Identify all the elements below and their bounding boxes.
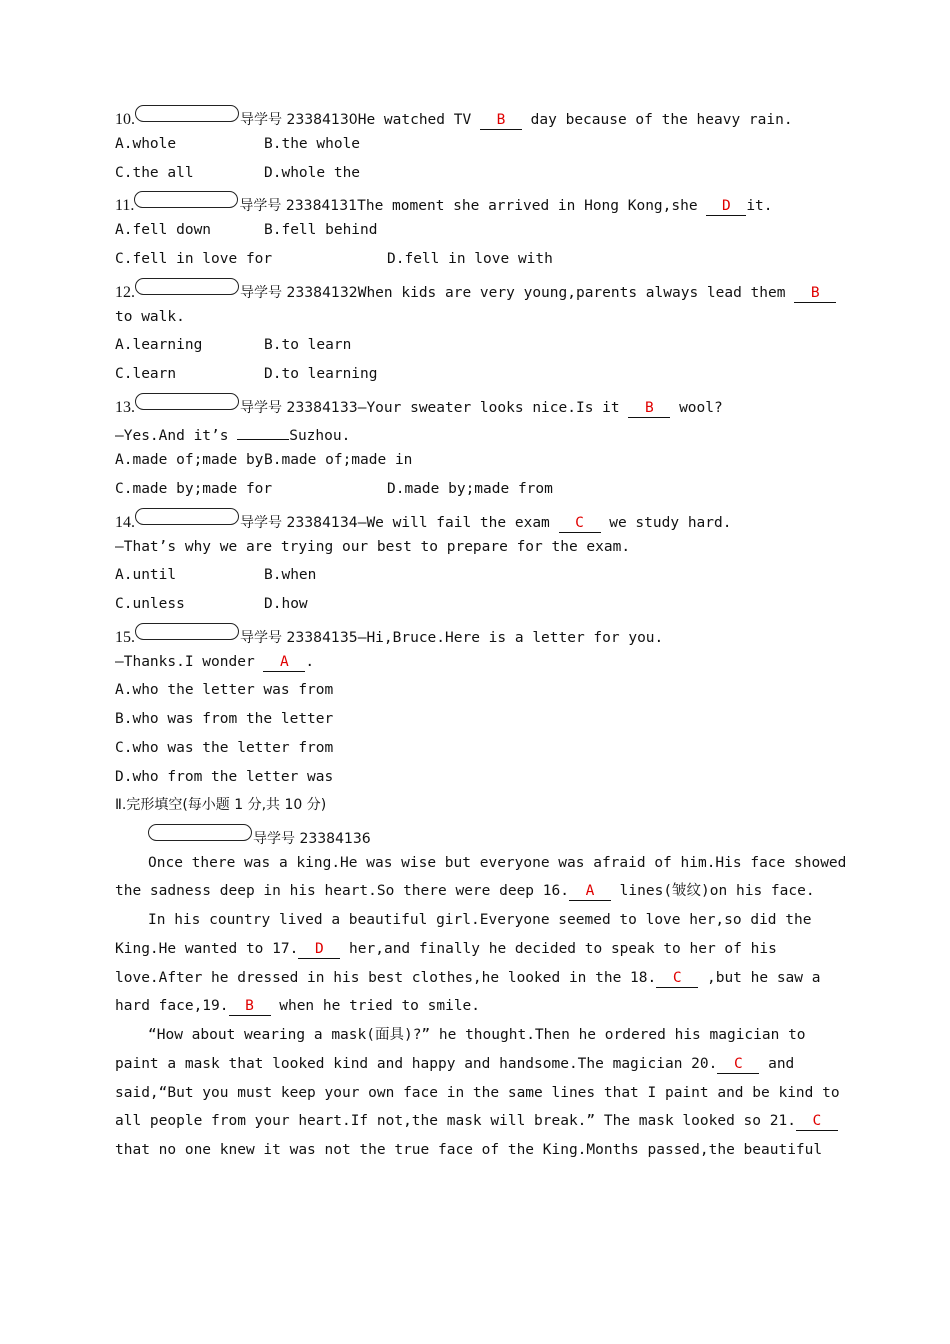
passage-line	[115, 1054, 794, 1074]
badge-icon	[135, 105, 239, 122]
badge-icon	[135, 508, 239, 525]
answer-blank: D	[298, 941, 340, 959]
question-code: 导学号 23384132	[240, 285, 358, 301]
option-a: A.whole	[115, 136, 177, 152]
question-text: —Hi,Bruce.Here is a letter for you.	[357, 630, 664, 646]
question-continuation: to walk.	[115, 309, 185, 325]
passage-line	[115, 939, 777, 959]
answer-blank: B	[229, 998, 271, 1016]
passage-line	[115, 968, 820, 988]
passage-line	[115, 881, 815, 901]
passage-text: all people from your heart.If not,the mask will break.” The mask looked so 21.	[115, 1113, 796, 1129]
badge-icon	[135, 623, 239, 640]
passage-text: her,and finally he decided to speak to her of his	[340, 941, 777, 957]
passage-line: said,“But you must keep your own face in the same lines that I paint and be kind to	[115, 1085, 840, 1101]
question-text: He watched TV	[357, 112, 480, 128]
question-code: 导学号 23384133	[240, 400, 358, 416]
answer-blank: D	[706, 198, 746, 216]
passage-text: and	[759, 1056, 795, 1072]
option-c: C.made by;made for	[115, 481, 273, 497]
question-code: 导学号 23384131	[239, 198, 358, 214]
question-code: 导学号 23384130	[240, 112, 358, 128]
question-11	[115, 191, 773, 216]
option-d: D.fell in love with	[387, 251, 553, 267]
section-code: 导学号 23384136	[253, 831, 371, 847]
question-code: 导学号 23384135	[240, 630, 358, 646]
question-line-2	[115, 422, 350, 446]
option-d: D.whole the	[264, 165, 361, 181]
option-b: B.the whole	[264, 136, 361, 152]
option-a: A.who the letter was from	[115, 682, 334, 698]
question-number: 12.	[115, 284, 135, 301]
answer-blank: B	[628, 400, 670, 418]
question-13	[115, 393, 723, 418]
option-d: D.made by;made from	[387, 481, 553, 497]
question-14	[115, 508, 731, 533]
answer-blank: A	[569, 883, 611, 901]
question-text: wool?	[670, 400, 723, 416]
option-b: B.to learn	[264, 337, 352, 353]
question-line-2	[115, 652, 314, 672]
passage-line	[115, 996, 480, 1016]
question-text: The moment she arrived in Hong Kong,she	[357, 198, 707, 214]
answer-blank: B	[480, 112, 522, 130]
question-text: —Your sweater looks nice.Is it	[357, 400, 629, 416]
question-text: —Thanks.I wonder	[115, 654, 264, 670]
question-line-2: —That’s why we are trying our best to prepare for the exam.	[115, 539, 631, 555]
badge-icon	[135, 278, 239, 295]
question-number: 11.	[115, 197, 135, 214]
question-number: 13.	[115, 399, 135, 416]
section-title: Ⅱ.完形填空(每小题 1 分,共 10 分)	[115, 797, 327, 813]
option-b: B.made of;made in	[264, 452, 413, 468]
question-text: —Yes.And it’s	[115, 428, 238, 444]
option-a: A.until	[115, 567, 177, 583]
option-b: B.fell behind	[264, 222, 378, 238]
badge-icon	[135, 393, 239, 410]
passage-text: love.After he dressed in his best clothes,he looked in the 18.	[115, 970, 657, 986]
passage-line	[115, 1111, 838, 1131]
badge-icon	[134, 191, 238, 208]
answer-blank: C	[656, 970, 698, 988]
answer-blank: B	[794, 285, 836, 303]
passage-text: King.He wanted to 17.	[115, 941, 299, 957]
option-a: A.made of;made by	[115, 452, 264, 468]
option-d: D.how	[264, 596, 308, 612]
answer-blank: C	[796, 1113, 838, 1131]
question-15	[115, 623, 663, 648]
question-code: 导学号 23384134	[240, 515, 358, 531]
question-text: When kids are very young,parents always lead them	[357, 285, 795, 301]
answer-blank: C	[717, 1056, 759, 1074]
question-text: —We will fail the exam	[357, 515, 559, 531]
passage-line: Once there was a king.He was wise but everyone was afraid of him.His face showed	[148, 855, 847, 871]
answer-blank: A	[263, 654, 305, 672]
question-text: .	[305, 654, 315, 670]
option-a: A.learning	[115, 337, 203, 353]
answer-blank: C	[559, 515, 601, 533]
passage-line: that no one knew it was not the true face of the King.Months passed,the beautiful	[115, 1142, 823, 1158]
option-a: A.fell down	[115, 222, 212, 238]
question-number: 14.	[115, 514, 135, 531]
question-text: day because of the heavy rain.	[521, 112, 793, 128]
question-10	[115, 105, 793, 130]
section-code-line	[148, 824, 371, 849]
question-number: 15.	[115, 629, 135, 646]
question-12	[115, 278, 836, 303]
badge-icon	[148, 824, 252, 841]
option-c: C.learn	[115, 366, 177, 382]
option-c: C.who was the letter from	[115, 740, 334, 756]
passage-text: paint a mask that looked kind and happy and handsome.The magician 20.	[115, 1056, 718, 1072]
question-text: Suzhou.	[289, 428, 351, 444]
option-c: C.fell in love for	[115, 251, 273, 267]
option-c: C.unless	[115, 596, 185, 612]
option-c: C.the all	[115, 165, 194, 181]
passage-text: hard face,19.	[115, 998, 229, 1014]
passage-text: the sadness deep in his heart.So there were deep 16.	[115, 883, 569, 899]
question-number: 10.	[115, 111, 135, 128]
empty-blank	[237, 422, 289, 440]
passage-line: “How about wearing a mask(面具)?” he thought.Then he ordered his magician to	[148, 1027, 806, 1043]
option-d: D.who from the letter was	[115, 769, 334, 785]
question-text: we study hard.	[600, 515, 732, 531]
passage-text: when he tried to smile.	[270, 998, 481, 1014]
option-b: B.who was from the letter	[115, 711, 334, 727]
option-b: B.when	[264, 567, 317, 583]
option-d: D.to learning	[264, 366, 378, 382]
passage-text: lines(皱纹)on his face.	[610, 883, 815, 899]
passage-line: In his country lived a beautiful girl.Everyone seemed to love her,so did the	[148, 912, 812, 928]
passage-text: ,but he saw a	[698, 970, 821, 986]
question-text: it.	[746, 198, 773, 214]
